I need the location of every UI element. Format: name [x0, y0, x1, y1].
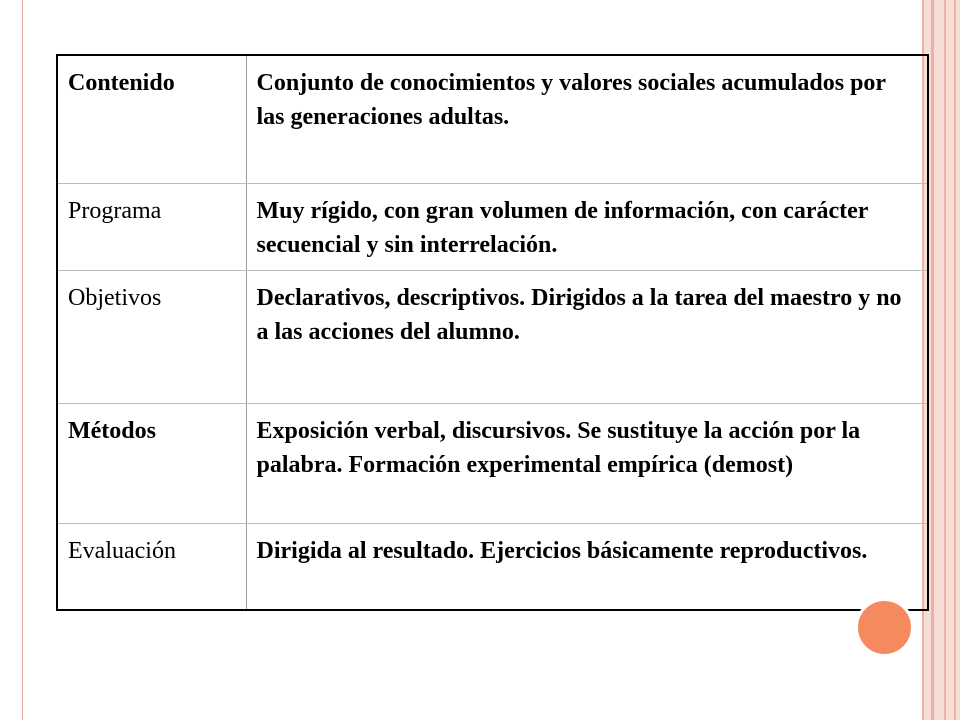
row-description: Dirigida al resultado. Ejercicios básicamente reproductivos.	[256, 537, 868, 564]
row-description: Muy rígido, con gran volumen de información, con carácter secuencial y sin interrelación.	[246, 183, 928, 270]
left-border-line	[22, 0, 23, 720]
table-row	[57, 523, 928, 610]
table-row	[57, 270, 928, 403]
right-stripe	[931, 0, 934, 720]
table-row	[57, 55, 928, 183]
table-row	[57, 403, 928, 523]
row-description: Conjunto de conocimientos y valores sociales acumulados por las generaciones adultas.	[246, 55, 928, 183]
right-stripe	[944, 0, 946, 720]
comparison-table	[56, 54, 929, 611]
decorative-circle	[855, 598, 914, 657]
row-label: Contenido	[57, 55, 246, 183]
table-row	[57, 183, 928, 270]
right-stripe	[954, 0, 956, 720]
row-label: Evaluación	[57, 523, 246, 610]
row-label: Objetivos	[57, 270, 246, 403]
row-description: Declarativos, descriptivos. Dirigidos a la tarea del maestro y no a las acciones del alumno.	[246, 270, 928, 403]
row-label: Métodos	[57, 403, 246, 523]
row-label: Programa	[57, 183, 246, 270]
row-description: Exposición verbal, discursivos. Se sustituye la acción por la palabra. Formación experimental empírica (demost)	[246, 403, 928, 523]
